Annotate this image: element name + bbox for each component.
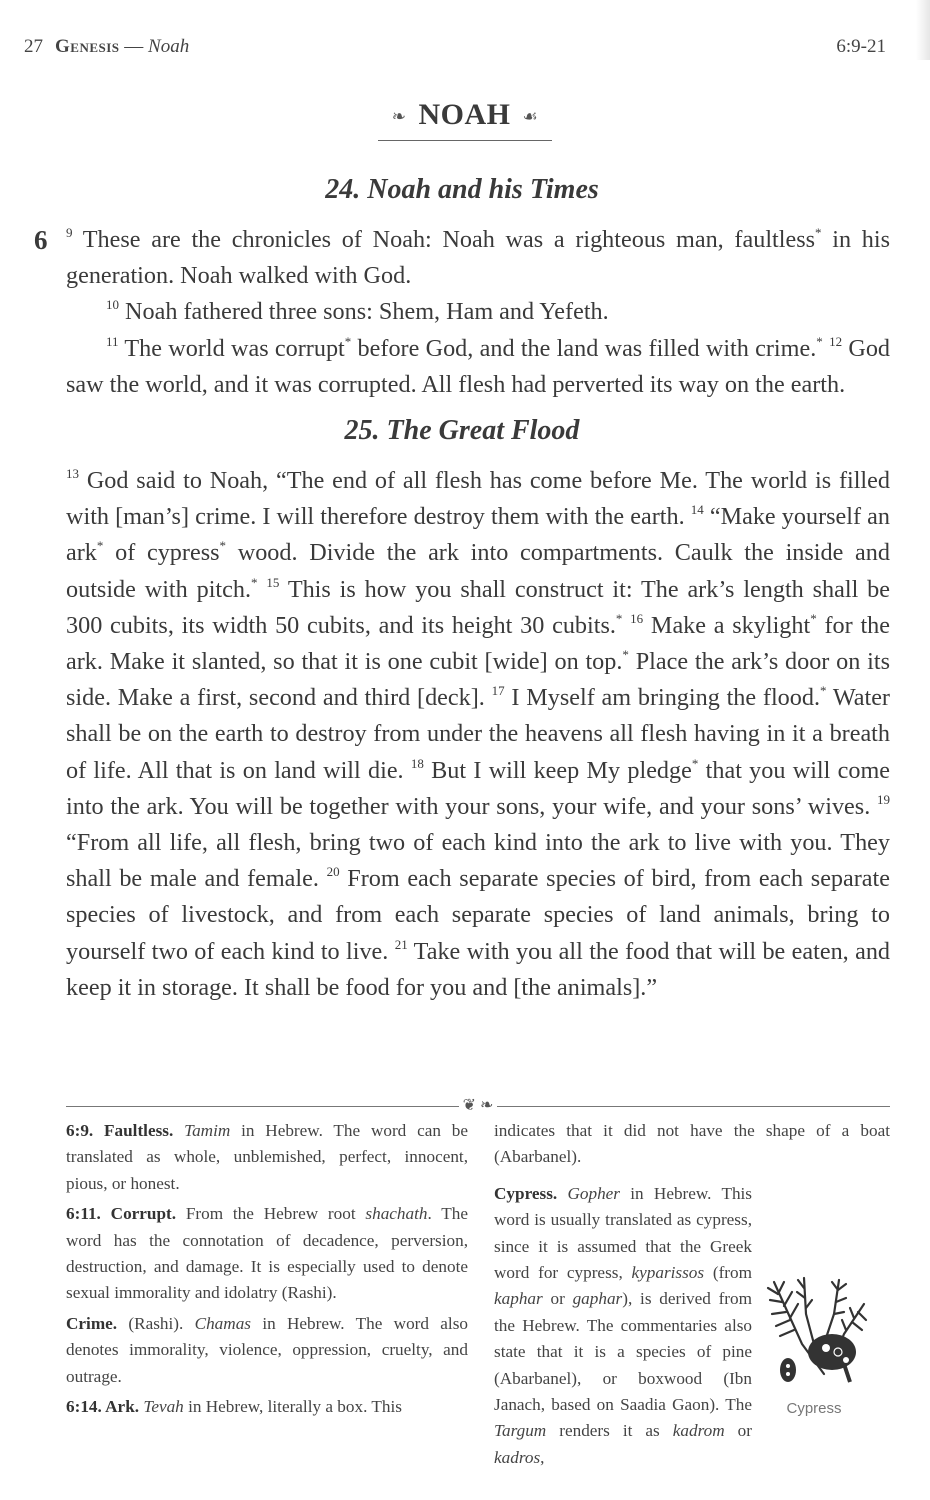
portion-heading xyxy=(0,98,930,141)
footnote-continuation: indicates that it did not have the shape of a boat (Abarbanel). xyxy=(494,1121,890,1167)
verse-paragraph: $^9$ These are the chronicles of Noah: Noah was a righteous man, faultless* in his generation. Noah walked with God. xyxy=(66,225,890,290)
page-number: 27 xyxy=(24,36,43,57)
cypress-branch-icon xyxy=(754,1274,874,1394)
footnote: 6:11. Corrupt. From the Hebrew root shachath. The word has the connotation of decadence, perversion, destruction, and damage. It is especially used to denote sexual immorality and idolatry (Rashi). xyxy=(66,1204,468,1303)
running-head xyxy=(24,36,886,58)
book-name: Genesis xyxy=(55,36,120,57)
divider-ornament-icon: ❦ ❧ xyxy=(462,1097,494,1114)
page-edge-shadow xyxy=(916,0,930,60)
portion-name: Noah xyxy=(148,36,190,57)
footnote-marker[interactable]: * xyxy=(615,610,623,626)
verse-paragraph: $^{10}$ Noah fathered three sons: Shem, Ham and Yefeth. xyxy=(106,297,609,326)
verse-number: 19 xyxy=(877,791,890,807)
verse-number: 17 xyxy=(491,683,505,699)
footnote-marker[interactable]: * xyxy=(691,755,699,771)
footnote: 6:14. Ark. Tevah in Hebrew, literally a box. This xyxy=(66,1397,402,1417)
verse-number: 11 xyxy=(106,333,119,349)
chapter-number: 6 xyxy=(34,225,48,255)
divider-line xyxy=(66,1106,459,1107)
footnote: Crime. (Rashi). Chamas in Hebrew. The word also denotes immorality, violence, oppression, cruelty, and outrage. xyxy=(66,1313,468,1386)
footnote-marker[interactable]: * xyxy=(251,574,258,590)
scripture-text xyxy=(34,168,890,1006)
footnote-ref: Crime. xyxy=(66,1313,118,1333)
footnote-marker[interactable]: * xyxy=(344,333,352,349)
footnote-marker[interactable]: * xyxy=(810,610,817,626)
divider-line xyxy=(497,1106,890,1107)
cypress-figure xyxy=(754,1274,874,1422)
footnote-marker[interactable]: * xyxy=(622,647,629,663)
footnote-marker[interactable]: * xyxy=(219,538,227,554)
footnote: 6:9. Faultless. Tamim in Hebrew. The word can be translated as whole, unblemished, perfect, innocent, pious, or honest. xyxy=(66,1121,468,1193)
footnote-divider xyxy=(66,1097,890,1114)
figure-caption: Cypress xyxy=(786,1400,842,1417)
footnote-marker[interactable]: * xyxy=(820,683,827,699)
footnote-ref: 6:14. Ark. xyxy=(66,1397,140,1417)
footnote-marker[interactable]: * xyxy=(815,225,822,240)
verse-number: 9 xyxy=(66,225,73,240)
footnote-marker[interactable]: * xyxy=(816,333,823,349)
section-title: 24. Noah and his Times xyxy=(325,174,599,205)
footnote-marker[interactable]: * xyxy=(96,538,104,554)
verse-number: 18 xyxy=(410,755,424,771)
verse-number: 15 xyxy=(266,574,280,590)
ornament-left-icon: ❧ xyxy=(391,107,407,127)
verse-range: 6:9-21 xyxy=(836,36,886,57)
footnote-ref: Cypress. xyxy=(494,1183,558,1203)
verse-number: 14 xyxy=(690,502,704,518)
dash: — xyxy=(124,36,144,57)
verse-paragraph: $^{11}$ The world was corrupt* before God, and the land was filled with crime.* $^{12}$ God saw the world, and it was corrupted. All flesh had perverted its way on the earth. xyxy=(66,333,891,398)
portion-title: NOAH xyxy=(418,98,511,131)
verse-number: 20 xyxy=(326,864,340,880)
ornament-right-icon: ☙ xyxy=(522,107,539,127)
footnote-ref: 6:9. Faultless. xyxy=(66,1121,174,1140)
verse-number: 12 xyxy=(829,333,843,349)
verse-number: 13 xyxy=(66,466,79,482)
verse-number: 16 xyxy=(630,610,644,626)
footnote: Cypress. Gopher in Hebrew. This word is usually translated as cypress, since it is assumed that the Greek word for cypress, kyparissos (from kaphar or gaphar), is derived from the Hebrew. The commentaries also state that it is a species of pine (Abarbanel), or boxwood (Ibn Janach, based on Saadia Gaon). The Targum renders it as kadrom or kadros, xyxy=(494,1183,752,1467)
verse-number: 10 xyxy=(106,297,119,313)
footnote-ref: 6:11. Corrupt. xyxy=(66,1204,177,1224)
verse-number: 21 xyxy=(394,936,408,952)
footnotes-left-column xyxy=(66,1118,468,1424)
section-title: 25. The Great Flood xyxy=(344,415,580,447)
verse-paragraph: $^{13}$ God said to Noah, “The end of all flesh has come before Me. The world is filled with [man’s] crime. I will therefore destroy them with the earth. $^{14}$ “Make yourself an ark* of cypress* wood. Divide the ark into compartments. Caulk the inside and outside with pitch.* $^{15}$ This is how you shall construct it: The ark’s length shall be 300 cubits, its width 50 cubits, and its height 30 cubits.* $^{16}$ Make a skylight* for the ark. Make it slanted, so that it is one cubit [wide] on top.* Place the ark’s door on its side. Make a first, second and third [deck]. $^{17}$ I Myself am bringing the flood.* Water shall be on the earth to destroy from under the heavens all flesh having in it a breath of life. All that is on land will die. $^{18}$ But I will keep My pledge* that you will come into the ark. You will be together with your sons, your wife, and your sons’ wives. $^{19}$ “From all life, all flesh, bring two of each kind into the ark to live with you. They shall be male and female. $^{20}$ From each separate species of bird, from each separate species of livestock, and from each separate species of land animals, bring to yourself two of each kind to live. $^{21}$ Take with you all the food that will be eaten, and keep it in storage. It shall be food for you and [the animals].” xyxy=(66,466,891,1001)
